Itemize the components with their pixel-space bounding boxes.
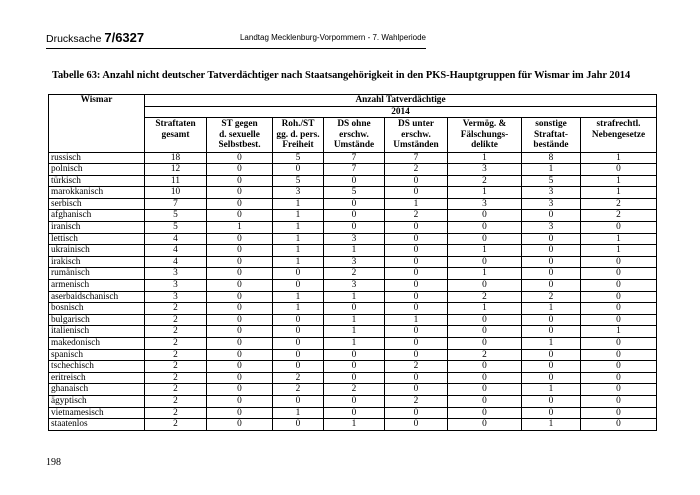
count-cell: 0 <box>273 395 324 407</box>
count-cell: 1 <box>448 303 522 315</box>
count-cell: 0 <box>385 175 448 187</box>
count-cell: 0 <box>522 245 581 257</box>
count-cell: 8 <box>522 152 581 164</box>
count-cell: 2 <box>145 314 207 326</box>
column-header-line: DS ohne <box>337 119 371 129</box>
table-row <box>49 256 657 268</box>
count-cell: 2 <box>324 384 385 396</box>
nationality-cell: ghanaisch <box>49 384 145 396</box>
count-cell: 0 <box>207 291 273 303</box>
table-row <box>49 395 657 407</box>
count-cell: 0 <box>273 268 324 280</box>
count-cell: 0 <box>324 361 385 373</box>
count-cell: 0 <box>581 407 657 419</box>
column-header-line: DS unter <box>398 119 434 129</box>
count-cell: 0 <box>385 349 448 361</box>
statistics-table <box>48 94 657 431</box>
table-row <box>49 152 657 164</box>
count-cell: 1 <box>385 198 448 210</box>
count-cell: 7 <box>145 198 207 210</box>
count-cell: 0 <box>324 407 385 419</box>
count-cell: 0 <box>581 303 657 315</box>
page-number: 198 <box>46 457 61 468</box>
count-cell: 12 <box>145 164 207 176</box>
count-cell: 0 <box>273 164 324 176</box>
count-cell: 0 <box>522 233 581 245</box>
count-cell: 2 <box>385 210 448 222</box>
count-cell: 0 <box>207 407 273 419</box>
column-header <box>522 118 581 153</box>
count-cell: 2 <box>145 361 207 373</box>
count-cell: 0 <box>207 419 273 431</box>
count-cell: 0 <box>448 338 522 350</box>
count-cell: 0 <box>207 187 273 199</box>
count-cell: 5 <box>145 222 207 234</box>
nationality-cell: polnisch <box>49 164 145 176</box>
count-cell: 0 <box>448 326 522 338</box>
table-row <box>49 291 657 303</box>
count-cell: 2 <box>448 349 522 361</box>
table-row <box>49 303 657 315</box>
year-header: 2014 <box>145 107 657 118</box>
count-cell: 0 <box>581 222 657 234</box>
table-row <box>49 222 657 234</box>
column-header-line: Umständen <box>393 140 439 150</box>
nationality-cell: makedonisch <box>49 338 145 350</box>
count-cell: 0 <box>324 372 385 384</box>
count-cell: 18 <box>145 152 207 164</box>
count-cell: 0 <box>207 175 273 187</box>
count-cell: 0 <box>207 372 273 384</box>
count-cell: 0 <box>581 419 657 431</box>
count-cell: 0 <box>207 268 273 280</box>
column-header <box>448 118 522 153</box>
parliament-label: Landtag Mecklenburg-Vorpommern - 7. Wahlperiode <box>239 33 426 42</box>
count-cell: 0 <box>581 268 657 280</box>
nationality-cell: armenisch <box>49 280 145 292</box>
count-cell: 1 <box>324 338 385 350</box>
count-cell: 1 <box>448 187 522 199</box>
count-cell: 0 <box>385 222 448 234</box>
nationality-cell: tschechisch <box>49 361 145 373</box>
count-cell: 0 <box>207 338 273 350</box>
count-cell: 0 <box>324 303 385 315</box>
count-cell: 1 <box>522 384 581 396</box>
nationality-cell: serbisch <box>49 198 145 210</box>
count-cell: 1 <box>324 291 385 303</box>
nationality-cell: marokkanisch <box>49 187 145 199</box>
table-title: Tabelle 63: Anzahl nicht deutscher Tatverdächtiger nach Staatsangehörigkeit in den PKS-Hauptgruppen für Wismar im Jahr 2014 <box>52 70 631 81</box>
count-cell: 0 <box>581 384 657 396</box>
column-header-line: Fälschungs- <box>460 129 509 140</box>
count-cell: 1 <box>581 152 657 164</box>
count-cell: 3 <box>448 164 522 176</box>
nationality-cell: staatenlos <box>49 419 145 431</box>
count-cell: 5 <box>324 187 385 199</box>
count-cell: 3 <box>145 291 207 303</box>
count-cell: 0 <box>522 256 581 268</box>
count-cell: 5 <box>273 152 324 164</box>
count-cell: 2 <box>145 395 207 407</box>
column-header <box>385 118 448 153</box>
count-cell: 0 <box>207 361 273 373</box>
nationality-cell: italienisch <box>49 326 145 338</box>
count-cell: 1 <box>522 419 581 431</box>
count-cell: 2 <box>145 419 207 431</box>
table-row <box>49 268 657 280</box>
nationality-cell: bulgarisch <box>49 314 145 326</box>
count-cell: 1 <box>273 233 324 245</box>
count-cell: 7 <box>324 164 385 176</box>
table-row <box>49 361 657 373</box>
count-cell: 1 <box>273 245 324 257</box>
count-cell: 0 <box>581 361 657 373</box>
count-cell: 3 <box>522 187 581 199</box>
count-cell: 2 <box>385 164 448 176</box>
count-cell: 1 <box>385 314 448 326</box>
document-reference <box>46 30 144 45</box>
count-cell: 1 <box>522 303 581 315</box>
count-cell: 0 <box>273 326 324 338</box>
count-cell: 0 <box>207 395 273 407</box>
column-header-line: Vermög. & <box>462 119 507 129</box>
nationality-cell: afghanisch <box>49 210 145 222</box>
column-header-line: erschw. <box>339 129 369 140</box>
count-cell: 1 <box>207 222 273 234</box>
count-cell: 10 <box>145 187 207 199</box>
count-cell: 1 <box>581 326 657 338</box>
column-header-line: gesamt <box>161 129 190 140</box>
count-cell: 2 <box>145 303 207 315</box>
count-cell: 1 <box>448 152 522 164</box>
count-cell: 0 <box>581 164 657 176</box>
column-header-line: Selbstbest. <box>218 140 261 150</box>
column-header-line: Freiheit <box>282 140 314 150</box>
count-cell: 0 <box>385 245 448 257</box>
count-cell: 7 <box>324 152 385 164</box>
count-cell: 0 <box>273 361 324 373</box>
nationality-cell: russisch <box>49 152 145 164</box>
count-cell: 11 <box>145 175 207 187</box>
count-cell: 0 <box>324 198 385 210</box>
count-cell: 2 <box>581 198 657 210</box>
count-cell: 1 <box>273 291 324 303</box>
count-cell: 1 <box>581 233 657 245</box>
nationality-cell: aserbaidschanisch <box>49 291 145 303</box>
count-cell: 0 <box>522 361 581 373</box>
count-cell: 2 <box>145 326 207 338</box>
table-row <box>49 175 657 187</box>
count-cell: 4 <box>145 256 207 268</box>
count-cell: 2 <box>448 291 522 303</box>
count-cell: 5 <box>522 175 581 187</box>
count-cell: 0 <box>385 407 448 419</box>
count-cell: 2 <box>145 338 207 350</box>
count-cell: 0 <box>207 384 273 396</box>
count-cell: 1 <box>522 338 581 350</box>
column-header-line: Straftaten <box>155 119 196 129</box>
count-cell: 0 <box>207 280 273 292</box>
table-row <box>49 280 657 292</box>
column-header-line: Nebengesetze <box>591 129 646 140</box>
table-row <box>49 349 657 361</box>
header-divider <box>46 48 426 49</box>
count-cell: 0 <box>385 256 448 268</box>
table-row <box>49 338 657 350</box>
count-cell: 0 <box>448 210 522 222</box>
count-cell: 0 <box>385 326 448 338</box>
count-cell: 0 <box>581 372 657 384</box>
count-cell: 0 <box>385 303 448 315</box>
count-cell: 0 <box>448 395 522 407</box>
count-cell: 0 <box>207 326 273 338</box>
count-cell: 4 <box>145 233 207 245</box>
count-cell: 0 <box>448 407 522 419</box>
count-cell: 2 <box>145 407 207 419</box>
count-cell: 3 <box>324 280 385 292</box>
table-row <box>49 314 657 326</box>
column-header-line: ST gegen <box>221 119 258 129</box>
count-cell: 2 <box>145 349 207 361</box>
nationality-cell: iranisch <box>49 222 145 234</box>
table-row <box>49 372 657 384</box>
count-cell: 1 <box>324 314 385 326</box>
column-header-line: sonstige <box>535 119 567 129</box>
count-cell: 2 <box>385 361 448 373</box>
count-cell: 1 <box>581 245 657 257</box>
nationality-cell: bosnisch <box>49 303 145 315</box>
count-cell: 0 <box>385 280 448 292</box>
column-header-line: erschw. <box>401 129 431 140</box>
column-header-line: delikte <box>471 140 498 150</box>
count-cell: 0 <box>581 280 657 292</box>
count-cell: 0 <box>324 210 385 222</box>
column-header-line: strafrechtl. <box>596 119 641 129</box>
count-cell: 1 <box>324 326 385 338</box>
nationality-cell: ukrainisch <box>49 245 145 257</box>
nationality-cell: spanisch <box>49 349 145 361</box>
count-cell: 0 <box>581 349 657 361</box>
count-cell: 1 <box>324 419 385 431</box>
count-cell: 0 <box>273 338 324 350</box>
count-cell: 0 <box>448 314 522 326</box>
column-header-line: Roh./ST <box>281 119 315 129</box>
column-header-line: d. sexuelle <box>219 129 260 140</box>
count-cell: 2 <box>448 175 522 187</box>
count-cell: 0 <box>324 349 385 361</box>
count-cell: 2 <box>324 268 385 280</box>
count-cell: 0 <box>448 280 522 292</box>
count-cell: 5 <box>145 210 207 222</box>
count-cell: 0 <box>273 280 324 292</box>
count-cell: 0 <box>324 395 385 407</box>
count-cell: 0 <box>207 210 273 222</box>
count-cell: 0 <box>448 256 522 268</box>
count-cell: 0 <box>448 222 522 234</box>
count-cell: 0 <box>207 164 273 176</box>
document-label: Drucksache <box>46 33 105 45</box>
count-cell: 0 <box>207 349 273 361</box>
table-row <box>49 407 657 419</box>
count-cell: 3 <box>273 187 324 199</box>
count-cell: 0 <box>385 384 448 396</box>
nationality-cell: ägyptisch <box>49 395 145 407</box>
count-cell: 0 <box>522 280 581 292</box>
count-cell: 0 <box>448 233 522 245</box>
column-header-line: Umstände <box>333 140 375 150</box>
count-cell: 7 <box>385 152 448 164</box>
column-header-line: bestände <box>533 140 569 150</box>
column-header-line: gg. d. pers. <box>276 129 320 140</box>
count-cell: 0 <box>273 349 324 361</box>
table-row <box>49 245 657 257</box>
table-row <box>49 384 657 396</box>
count-cell: 0 <box>448 361 522 373</box>
count-cell: 0 <box>522 210 581 222</box>
count-cell: 0 <box>522 407 581 419</box>
count-cell: 0 <box>385 372 448 384</box>
count-cell: 3 <box>145 280 207 292</box>
count-cell: 0 <box>207 303 273 315</box>
count-cell: 3 <box>522 222 581 234</box>
count-cell: 0 <box>385 187 448 199</box>
count-cell: 0 <box>448 384 522 396</box>
table-row <box>49 164 657 176</box>
nationality-cell: türkisch <box>49 175 145 187</box>
count-cell: 0 <box>522 372 581 384</box>
nationality-cell: vietnamesisch <box>49 407 145 419</box>
count-cell: 0 <box>581 395 657 407</box>
count-cell: 0 <box>385 338 448 350</box>
count-cell: 0 <box>581 291 657 303</box>
count-cell: 0 <box>522 349 581 361</box>
table-row <box>49 233 657 245</box>
column-header <box>145 118 207 153</box>
column-header <box>273 118 324 153</box>
table-row <box>49 198 657 210</box>
region-header: Wismar <box>49 95 145 153</box>
count-cell: 1 <box>273 198 324 210</box>
count-cell: 0 <box>273 419 324 431</box>
table-row <box>49 419 657 431</box>
count-cell: 0 <box>581 314 657 326</box>
count-cell: 3 <box>324 233 385 245</box>
count-cell: 0 <box>448 372 522 384</box>
count-cell: 0 <box>581 338 657 350</box>
nationality-cell: eritreisch <box>49 372 145 384</box>
count-cell: 2 <box>581 210 657 222</box>
document-number: 7/6327 <box>104 30 145 45</box>
count-cell: 1 <box>448 268 522 280</box>
count-cell: 0 <box>385 233 448 245</box>
count-cell: 0 <box>207 245 273 257</box>
count-cell: 0 <box>448 419 522 431</box>
count-cell: 0 <box>385 291 448 303</box>
count-cell: 0 <box>324 175 385 187</box>
count-cell: 1 <box>273 256 324 268</box>
count-cell: 3 <box>448 198 522 210</box>
count-cell: 0 <box>207 198 273 210</box>
count-cell: 3 <box>145 268 207 280</box>
table-row <box>49 187 657 199</box>
count-cell: 0 <box>522 395 581 407</box>
count-cell: 3 <box>324 256 385 268</box>
column-header-line: Straftat- <box>533 129 569 140</box>
count-cell: 1 <box>273 222 324 234</box>
count-cell: 1 <box>581 187 657 199</box>
count-cell: 2 <box>145 372 207 384</box>
group-header: Anzahl Tatverdächtige <box>145 95 657 107</box>
table-row <box>49 210 657 222</box>
count-cell: 1 <box>581 175 657 187</box>
count-cell: 0 <box>273 314 324 326</box>
count-cell: 1 <box>522 164 581 176</box>
count-cell: 2 <box>273 384 324 396</box>
count-cell: 1 <box>448 245 522 257</box>
statistics-table-container <box>48 94 657 431</box>
count-cell: 2 <box>273 372 324 384</box>
nationality-cell: lettisch <box>49 233 145 245</box>
column-header <box>324 118 385 153</box>
count-cell: 2 <box>522 291 581 303</box>
count-cell: 0 <box>207 233 273 245</box>
count-cell: 5 <box>273 175 324 187</box>
count-cell: 0 <box>581 256 657 268</box>
nationality-cell: rumänisch <box>49 268 145 280</box>
count-cell: 1 <box>273 407 324 419</box>
page-header <box>46 28 426 46</box>
count-cell: 3 <box>522 198 581 210</box>
count-cell: 0 <box>385 419 448 431</box>
count-cell: 0 <box>207 314 273 326</box>
count-cell: 0 <box>522 314 581 326</box>
column-header <box>581 118 657 153</box>
count-cell: 0 <box>207 256 273 268</box>
count-cell: 2 <box>385 395 448 407</box>
count-cell: 0 <box>324 222 385 234</box>
count-cell: 0 <box>207 152 273 164</box>
count-cell: 0 <box>385 268 448 280</box>
nationality-cell: irakisch <box>49 256 145 268</box>
count-cell: 1 <box>273 210 324 222</box>
count-cell: 4 <box>145 245 207 257</box>
count-cell: 2 <box>145 384 207 396</box>
table-row <box>49 326 657 338</box>
count-cell: 0 <box>522 326 581 338</box>
count-cell: 0 <box>522 268 581 280</box>
count-cell: 1 <box>273 303 324 315</box>
count-cell: 1 <box>324 245 385 257</box>
column-header <box>207 118 273 153</box>
